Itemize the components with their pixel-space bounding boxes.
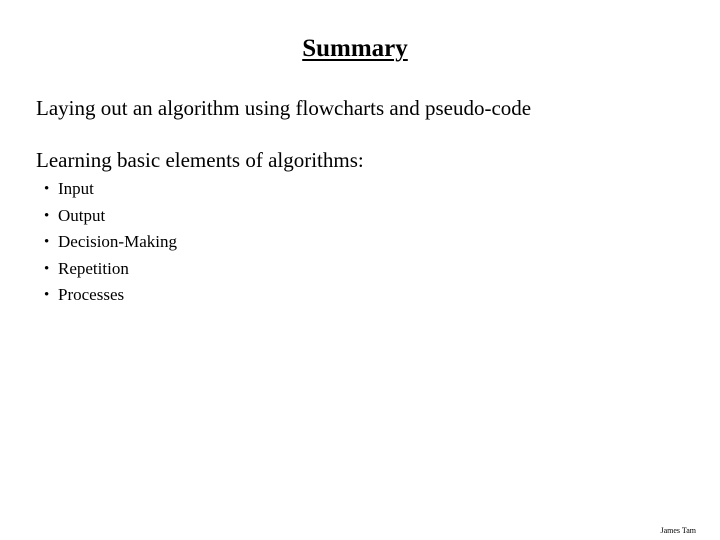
bullet-dot-icon: •	[44, 181, 50, 197]
bullet-item	[44, 229, 177, 256]
bullet-dot-icon: •	[44, 207, 50, 224]
summary-line-elements: Learning basic elements of algorithms:	[36, 148, 364, 172]
bullet-item	[44, 176, 177, 203]
elements-bullet-list	[44, 176, 177, 309]
bullet-label: Decision-Making	[58, 232, 177, 251]
bullet-label: Output	[58, 205, 106, 225]
bullet-item	[44, 203, 177, 230]
bullet-item	[44, 256, 177, 283]
bullet-dot-icon: •	[44, 234, 50, 250]
bullet-item	[44, 282, 177, 309]
slide-title: Summary	[302, 35, 408, 62]
bullet-label: Processes	[58, 285, 125, 304]
summary-line-flowcharts: Laying out an algorithm using flowcharts and pseudo-code	[36, 96, 532, 120]
bullet-label: Input	[58, 179, 94, 198]
author-footer: James Tam	[660, 526, 696, 535]
bullet-dot-icon: •	[44, 260, 50, 277]
bullet-label: Repetition	[58, 258, 129, 278]
bullet-dot-icon: •	[44, 287, 50, 303]
